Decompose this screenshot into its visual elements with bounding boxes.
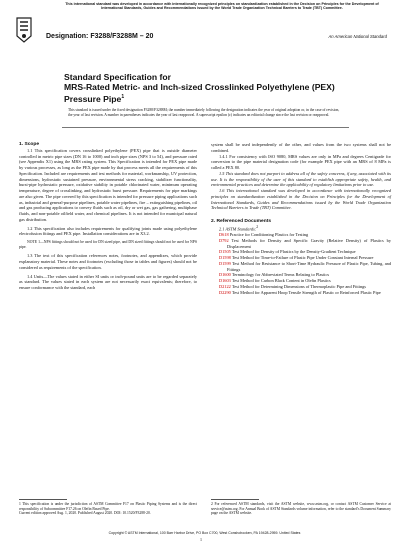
footnote-1-text: 1 This specification is under the jurisdiction of ASTM Committee F17 on Plastic Piping Systems and is the direct responsibility of Subcommittee F17.26 on Olefin Based Pipe.	[19, 502, 197, 511]
footnote-1	[19, 502, 197, 516]
reference-title: Test Method for Apparent Hoop Tensile Strength of Plastic or Reinforced Plastic Pipe	[231, 289, 381, 295]
right-column	[211, 142, 391, 295]
reference-list	[211, 232, 391, 295]
paragraph-1-1: 1.1 This specification covers crosslinked polyethylene (PEX) pipe that is outside diameter controlled in metric pipe sizes (DN 16 to 1000) and inch pipe sizes (NPS 3 to 54), and pressure rated (see Appendix X1) using the MRS rating system. This Specification is intended for PEX pipe made by various processes, as long as the PEX pipe made by that process meets all the requirements of this Specification. Included are requirements and test methods for material, workmanship, UV protection, dimensions, hydrostatic sustained pressure, environmental stress cracking, stabilizer functionality, burst-pipe hydrostatic pressure, oxidative stability in potable chlorinated water, minimum operating temperature, degree of crosslinking, and hydrostatic burst pressure. Requirements for pipe markings are also given. The pipe covered by this specification is intended for pressure piping applications such as, industrial and general-purpose pipelines, potable water pipelines, fire – extinguishing pipelines, oil and gas producing applications to convey fluids such as oil, dry or wet gas, gas gathering, multiphase fluids, and non-potable oilfield water, and chemical pipelines. It is not intended for municipal natural gas distribution.	[19, 147, 197, 222]
reference-code-link[interactable]: D2122	[219, 283, 231, 289]
paragraph-1-5: 1.5 This standard does not purport to address all of the safety concerns, if any, associated with its use. It is the responsibility of the user of this standard to establish appropriate safety, health, and environmental practices and determine the applicability of regulatory limitations prior to use.	[211, 170, 391, 188]
reference-code-link[interactable]: D1599	[219, 260, 231, 266]
reference-code-link[interactable]: D2290	[219, 289, 231, 295]
section-heading-scope: 1. Scope	[19, 142, 40, 147]
footnote-2: 2 For referenced ASTM standards, visit the ASTM website, www.astm.org, or contact ASTM Customer Service at service@astm.org. For Annual Book of ASTM Standards volume information, refer to the standard's Document Summary page on the ASTM website.	[211, 502, 391, 516]
divider	[62, 127, 349, 128]
copyright-line: Copyright © ASTM International, 100 Barr Harbor Drive, PO Box C700, West Conshohocken, PA 19428-2959. United States	[108, 531, 301, 535]
footnote-rule-left	[19, 499, 67, 500]
paragraph-1-4-cont: system shall be used independently of the other, and values from the two systems shall not be combined.	[211, 142, 391, 153]
reference-title: Test Method for Time-to-Failure of Plastic Pipe Under Constant Internal Pressure	[231, 255, 374, 261]
footnote-1-edition: Current edition approved Aug. 1, 2020. Published August 2020. DOI: 10.1520/F3288-20.	[19, 511, 151, 516]
reference-code-link[interactable]: D1600	[219, 272, 231, 278]
page-number: 1	[200, 537, 202, 542]
section-heading-refs: 2. Referenced Documents	[211, 219, 272, 225]
astm-standards-heading	[211, 225, 391, 232]
reference-item[interactable]	[211, 238, 391, 250]
left-column	[19, 142, 197, 291]
reference-title: Test Method for Carbon Black Content in Olefin Plastics	[231, 278, 331, 284]
reference-title: Practice for Conditioning Plastics for Testing	[229, 232, 309, 238]
astm-standards-label: 2.1 ASTM Standards:	[219, 226, 257, 232]
reference-code-link[interactable]: D1505	[219, 249, 231, 255]
paragraph-1-2: 1.2 This specification also includes requirements for qualifying joints made using polyethylene electrofusion fittings and PEX pipe. Installation considerations are in X3.2.	[19, 225, 197, 237]
reference-code-link[interactable]: D792	[219, 237, 229, 243]
astm-logo	[14, 16, 34, 44]
title-line-1: Standard Specification for	[64, 72, 171, 82]
reference-title: Test Method for Determining Dimensions of Thermoplastic Pipe and Fittings	[231, 283, 366, 289]
astm-footnote-mark: 2	[256, 224, 259, 229]
reference-title: Test Methods for Density and Specific Gravity (Relative Density) of Plastics by Displacement	[227, 237, 391, 249]
reference-code-link[interactable]: D618	[219, 232, 229, 238]
reference-item[interactable]	[211, 290, 391, 296]
reference-code-link[interactable]: D1603	[219, 278, 231, 284]
note-1: NOTE 1—NPS fittings should not be used for DN sized pipe, and DN sized fittings should not be used for NPS pipe.	[19, 240, 197, 250]
reference-title: Test Method for Resistance to Short-Time Hydraulic Pressure of Plastic Pipe, Tubing, and Fittings	[227, 260, 391, 272]
title-footnote-mark: 1	[121, 94, 125, 100]
paragraph-1-3: 1.3 The text of this specification references notes, footnotes, and appendixes, which provide explanatory material. These notes and footnotes (excluding those in tables and figures) should not be considered as requirements of the specification.	[19, 253, 197, 270]
reference-title: Test Method for Density of Plastics by the Density-Gradient Technique	[231, 249, 356, 255]
top-notice: This international standard was developed in accordance with internationally recognized principles on standardization established in the Decision on Principles for the Development of International Standards, Guides and Recommendations issued by the World Trade Organization Technical Barriers to Trade (TBT) Committee.	[65, 2, 379, 11]
paragraph-1-4: 1.4 Units—The values stated in either SI units or inch-pound units are to be regarded separately as standard. The values stated in each system are not necessarily exact equivalents; therefore, to ensure conformance with the standard, each	[19, 273, 197, 291]
paragraph-1-4-1: 1.4.1 For consistency with ISO 9080, MRS values are only in MPa and degrees Centigrade for conversion to the pipe material designation code (for example PEX pipe with an MRS of 8 MPa is called a PEX 80.	[211, 153, 391, 170]
title-main: MRS-Rated Metric- and Inch-sized Crosslinked Polyethylene (PEX) Pressure Pipe	[64, 82, 335, 104]
paragraph-1-6: 1.6 This international standard was developed in accordance with internationally recognized principles on standardization established in the Decision on Principles for the Development of International Standards, Guides and Recommendations issued by the World Trade Organization Technical Barriers to Trade (TBT) Committee.	[211, 188, 391, 211]
footnote-rule-right	[211, 499, 259, 500]
reference-item[interactable]	[211, 261, 391, 273]
national-standard-label: An American National Standard	[328, 34, 387, 39]
title-block	[64, 72, 354, 104]
issue-note: This standard is issued under the fixed designation F3288/F3288M; the number immediately following the designation indicates the year of original adoption or, in the case of revision, the year of last revision. A number in parentheses indicates the year of last reapproval. A superscript epsilon (ε) indicates an editorial change since the last revision or reapproval.	[68, 108, 340, 117]
reference-title: Terminology for Abbreviated Terms Relating to Plastics	[231, 272, 330, 278]
designation: Designation: F3288/F3288M – 20	[46, 33, 154, 40]
reference-code-link[interactable]: D1598	[219, 255, 231, 261]
title-line-2	[64, 82, 354, 104]
